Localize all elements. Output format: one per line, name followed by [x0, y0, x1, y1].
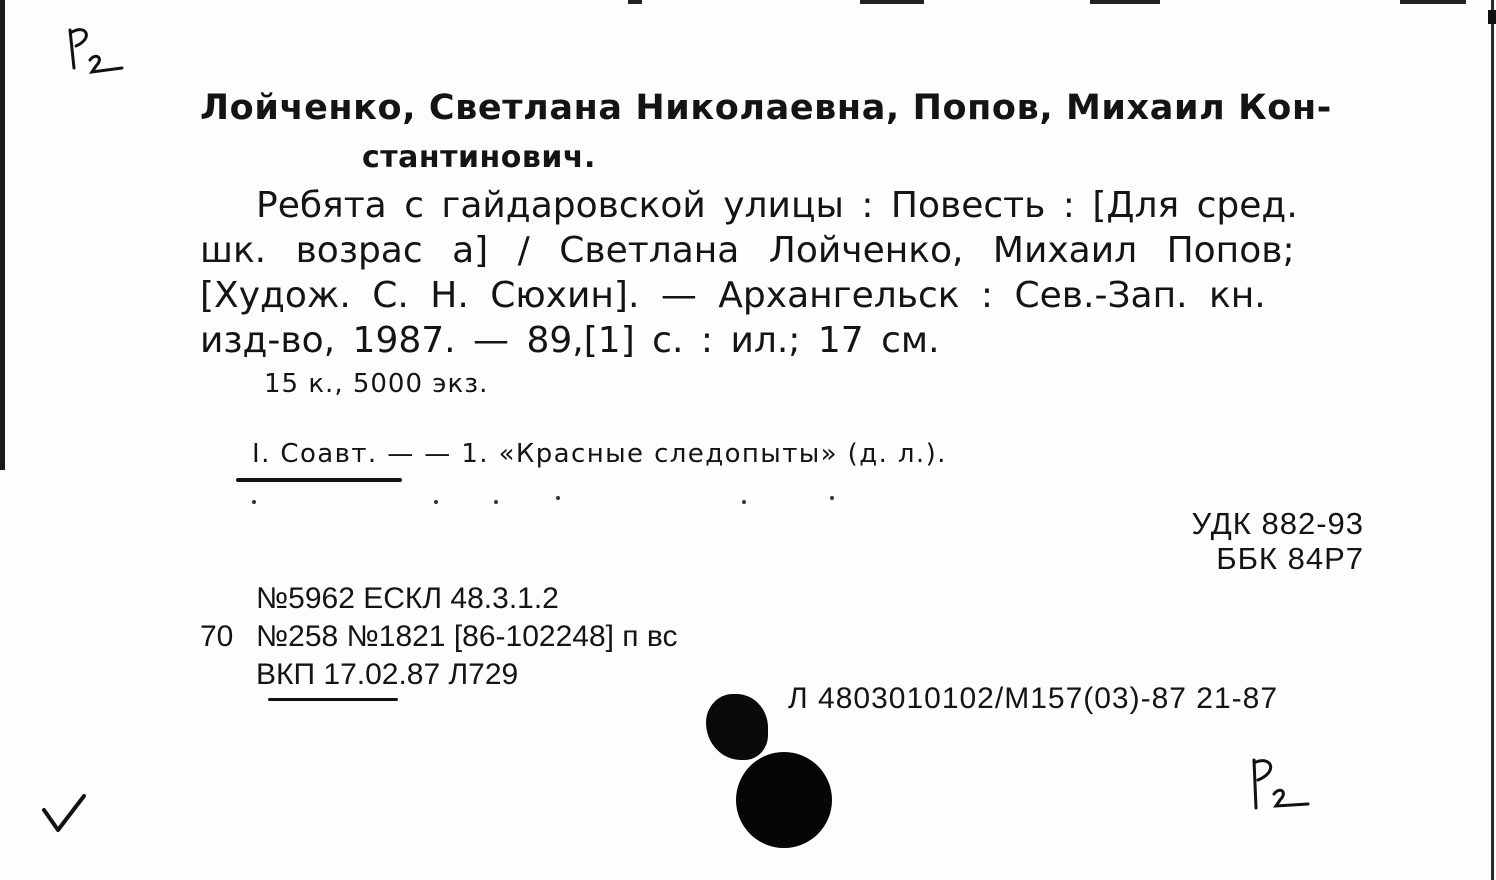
card-right-edge: [1491, 0, 1494, 880]
description-line: шк. возрас а] / Светлана Лойченко, Михаил Попов;: [200, 230, 1295, 271]
bbk-index: ББК 84Р7: [1216, 541, 1364, 576]
description-line: изд-во, 1987. — 89,[1] с. : ил.; 17 см.: [200, 320, 940, 361]
card-edge-mark: [1488, 10, 1496, 24]
scan-speck: [494, 500, 498, 504]
service-codes: [200, 580, 677, 694]
bibliographic-description: [200, 183, 1298, 363]
handwritten-underline: [236, 478, 402, 482]
handwritten-shelf-mark-bottom: [1244, 754, 1324, 818]
card-left-edge: [0, 0, 5, 470]
service-code-line: №258 №1821 [86-102248] п вс: [256, 620, 678, 653]
udk-index: УДК 882-93: [1191, 506, 1364, 541]
service-code-line: №5962 ЕСКЛ 48.3.1.2: [256, 582, 559, 615]
top-scan-mark: [860, 0, 924, 4]
description-line: [Худож. С. Н. Сюхин]. — Архангельск : Сев.-Зап. кн.: [200, 275, 1266, 316]
tracings: [252, 439, 947, 469]
handwritten-shelf-mark-top: [64, 22, 144, 82]
checkmark-icon: [40, 792, 90, 836]
handwritten-underline: [268, 698, 398, 701]
scan-speck: [252, 500, 256, 504]
service-code-lead: 70: [200, 620, 234, 653]
title-tracing: — — 1. «Красные следопыты» (д. л.).: [377, 439, 947, 469]
card-punch-hole: [736, 752, 832, 848]
author-heading: Лойченко, Светлана Николаевна, Попов, Михаил Кон-: [200, 88, 1332, 128]
scan-speck: [556, 496, 560, 500]
top-scan-mark: [1400, 0, 1466, 4]
publisher-code: Л 4803010102/М157(03)-87 21-87: [788, 682, 1279, 715]
scan-speck: [742, 500, 746, 504]
service-code-line: ВКП 17.02.87 Л729: [256, 658, 519, 691]
top-scan-mark: [628, 0, 642, 4]
scan-speck: [830, 496, 834, 500]
classification-block: [1192, 506, 1365, 576]
top-scan-mark: [1090, 0, 1160, 4]
coauthor-tracing: I. Соавт.: [252, 439, 378, 469]
price-and-print-run: 15 к., 5000 экз.: [264, 369, 489, 399]
ink-blot: [706, 694, 768, 760]
description-line: Ребята с гайдаровской улицы : Повесть : [Для сред.: [256, 185, 1298, 226]
scan-speck: [434, 500, 438, 504]
author-heading-continuation: стантинович.: [362, 140, 596, 175]
